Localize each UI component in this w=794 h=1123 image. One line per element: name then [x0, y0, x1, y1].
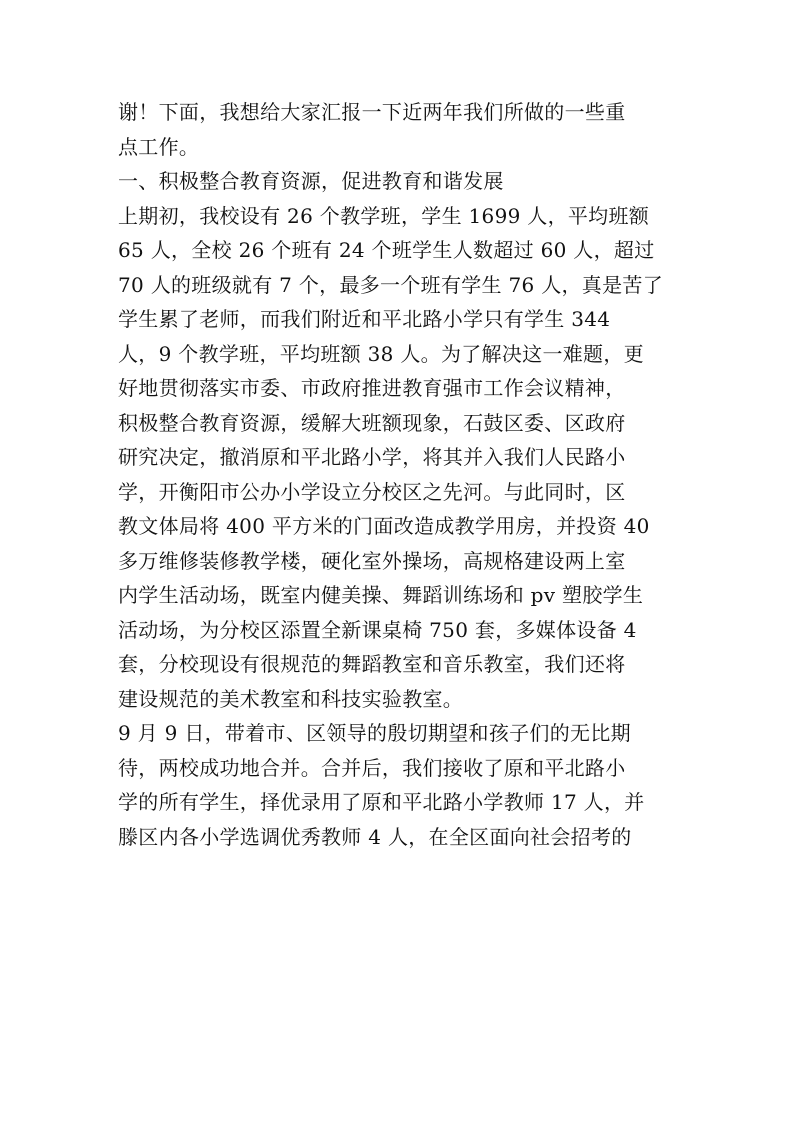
text-line: 活动场，为分校区添置全新课桌椅 750 套，多媒体设备 4: [118, 617, 637, 642]
text-line: 滕区内各小学选调优秀教师 4 人，在全区面向社会招考的: [118, 824, 632, 849]
text-line: 谢！下面，我想给大家汇报一下近两年我们所做的一些重: [118, 100, 626, 124]
text-line: 建设规范的美术教室和科技实验教室。: [118, 686, 464, 711]
text-line: 学生累了老师，而我们附近和平北路小学只有学生 344: [118, 307, 611, 331]
text-line: 套，分校现设有很规范的舞蹈教室和音乐教室，我们还将: [118, 652, 626, 676]
text-line: 65 人，全校 26 个班有 24 个班学生人数超过 60 人，超过: [118, 238, 655, 262]
section-heading: 一、积极整合教育资源，促进教育和谐发展: [118, 169, 504, 193]
text-line: 待，两校成功地合并。合并后，我们接收了原和平北路小: [118, 755, 626, 780]
text-line: 内学生活动场，既室内健美操、舞蹈训练场和 pv 塑胶学生: [118, 583, 644, 607]
document-body: [118, 95, 678, 854]
text-line: 积极整合教育资源，缓解大班额现象，石鼓区委、区政府: [118, 410, 626, 435]
text-line: 学，开衡阳市公办小学设立分校区之先河。与此同时，区: [118, 479, 626, 504]
text-line: 9 月 9 日，带着市、区领导的殷切期望和孩子们的无比期: [118, 721, 631, 745]
text-line: 点工作。: [118, 134, 200, 159]
text-line: 人，9 个教学班，平均班额 38 人。为了解决这一难题，更: [118, 341, 644, 366]
text-line: 学的所有学生，择优录用了原和平北路小学教师 17 人，并: [118, 790, 645, 814]
text-line: 好地贯彻落实市委、市政府推进教育强市工作会议精神，: [118, 376, 626, 400]
text-line: 研究决定，撤消原和平北路小学，将其并入我们人民路小: [118, 445, 626, 469]
text-line: 教文体局将 400 平方米的门面改造成教学用房，并投资 40: [118, 514, 650, 538]
text-line: 多万维修装修教学楼，硬化室外操场，高规格建设两上室: [118, 548, 626, 573]
text-line: 70 人的班级就有 7 个，最多一个班有学生 76 人，真是苦了: [118, 272, 664, 297]
text-line: 上期初，我校设有 26 个教学班，学生 1699 人，平均班额: [118, 203, 650, 228]
